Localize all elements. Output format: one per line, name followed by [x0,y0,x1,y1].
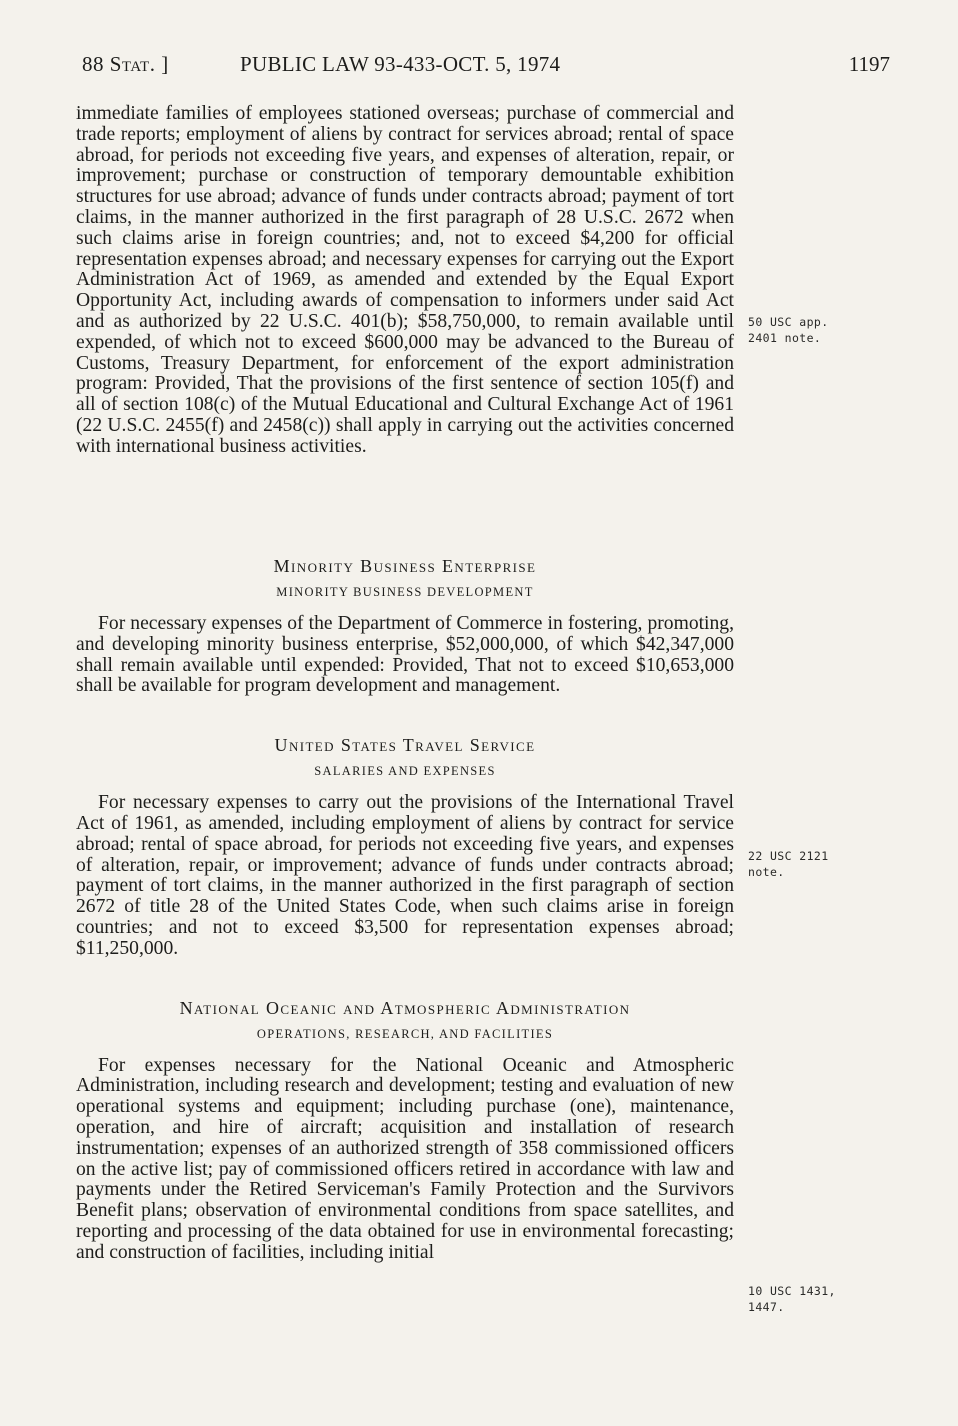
continuation-paragraph: immediate families of employees stationed overseas; purchase of commercial and trade reports; employment of aliens by contract for services abroad; rental of space abroad, for periods not exceeding five years, and expenses of alteration, repair, or improvement; purchase or construction of temporary demountable exhibition structures for use abroad; advance of funds under contracts abroad; payment of tort claims, in the manner authorized in the first paragraph of 28 U.S.C. 2672 when such claims arise in foreign countries; and, not to exceed $4,200 for official representation expenses abroad; and necessary expenses for carrying out the Export Administration Act of 1969, as amended and extended by the Equal Export Opportunity Act, including awards of compensation to informers under said Act and as authorized by 22 U.S.C. 401(b); $58,750,000, to remain available until expended, of which not to exceed $600,000 may be advanced to the Bureau of Customs, Treasury Department, for enforcement of the export administration program: Provided, That the provisions of the first sentence of section 105(f) and all of section 108(c) of the Mutual Educational and Cultural Exchange Act of 1961 (22 U.S.C. 2455(f) and 2458(c)) shall apply in carrying out the activities concerned with international business activities. [76,103,734,457]
law-title: PUBLIC LAW 93-433-OCT. 5, 1974 [240,52,561,76]
page-number: 1197 [848,52,890,76]
continuation-block [76,104,734,458]
section-paragraph: For expenses necessary for the National Oceanic and Atmospheric Administration, including research and development; testing and evaluation of new operational systems and equipment; including purchase (one), maintenance, operation, and hire of aircraft; acquisition and installation of research instrumentation; expenses of an authorized strength of 358 commissioned officers on the active list; pay of commissioned officers retired in accordance with law and payments under the Retired Serviceman's Family Protection and the Survivors Benefit plans; observation of environmental conditions from space satellites, and reporting and processing of the data obtained for use in environmental forecasting; and construction of facilities, including initial [76,1054,734,1263]
section-paragraph: For necessary expenses to carry out the provisions of the International Travel Act of 1961, as amended, including employment of aliens by contract for service abroad; rental of space abroad, for periods not exceeding five years, and expenses of alteration, repair, or improvement; advance of funds under contracts abroad; payment of tort claims, in the manner authorized in the first paragraph of section 2672 of title 28 of the United States Code, when such claims arise in foreign countries; and not to exceed $3,500 for representation expenses abroad; $11,250,000. [76,792,734,959]
section-spacer [76,697,734,727]
agency-heading: Minority Business Enterprise [273,556,537,576]
agency-heading: National Oceanic and Atmospheric Administration [179,997,631,1018]
page-header [82,52,890,82]
citation-line: 50 USC app. [748,315,829,329]
section-minority-business [76,556,734,697]
section-noaa [76,998,734,1264]
section-spacer [76,960,734,990]
citation-line: 22 USC 2121 [748,849,829,863]
volume-reference: 88 Stat. ] [82,52,169,76]
citation-line: 1447. [748,1300,785,1314]
sub-heading: MINORITY BUSINESS DEVELOPMENT [276,585,534,599]
margin-citation [748,1283,898,1315]
agency-heading: United States Travel Service [274,735,536,756]
margin-citation [748,848,898,880]
citation-line: 2401 note. [748,331,822,345]
sub-heading: OPERATIONS, RESEARCH, AND FACILITIES [256,1026,554,1041]
section-paragraph: For necessary expenses of the Department of Commerce in fostering, promoting, and developing minority business enterprise, $52,000,000, of which $42,347,000 shall remain available until expended: Provided, That not to exceed $10,653,000 shall be available for program development and management. [76,613,734,697]
section-travel-service [76,735,734,959]
citation-line: note. [748,865,785,879]
margin-citation [748,314,898,346]
sub-heading: SALARIES AND EXPENSES [314,764,496,779]
appropriations-column [76,548,734,1264]
citation-line: 10 USC 1431, [748,1284,836,1298]
